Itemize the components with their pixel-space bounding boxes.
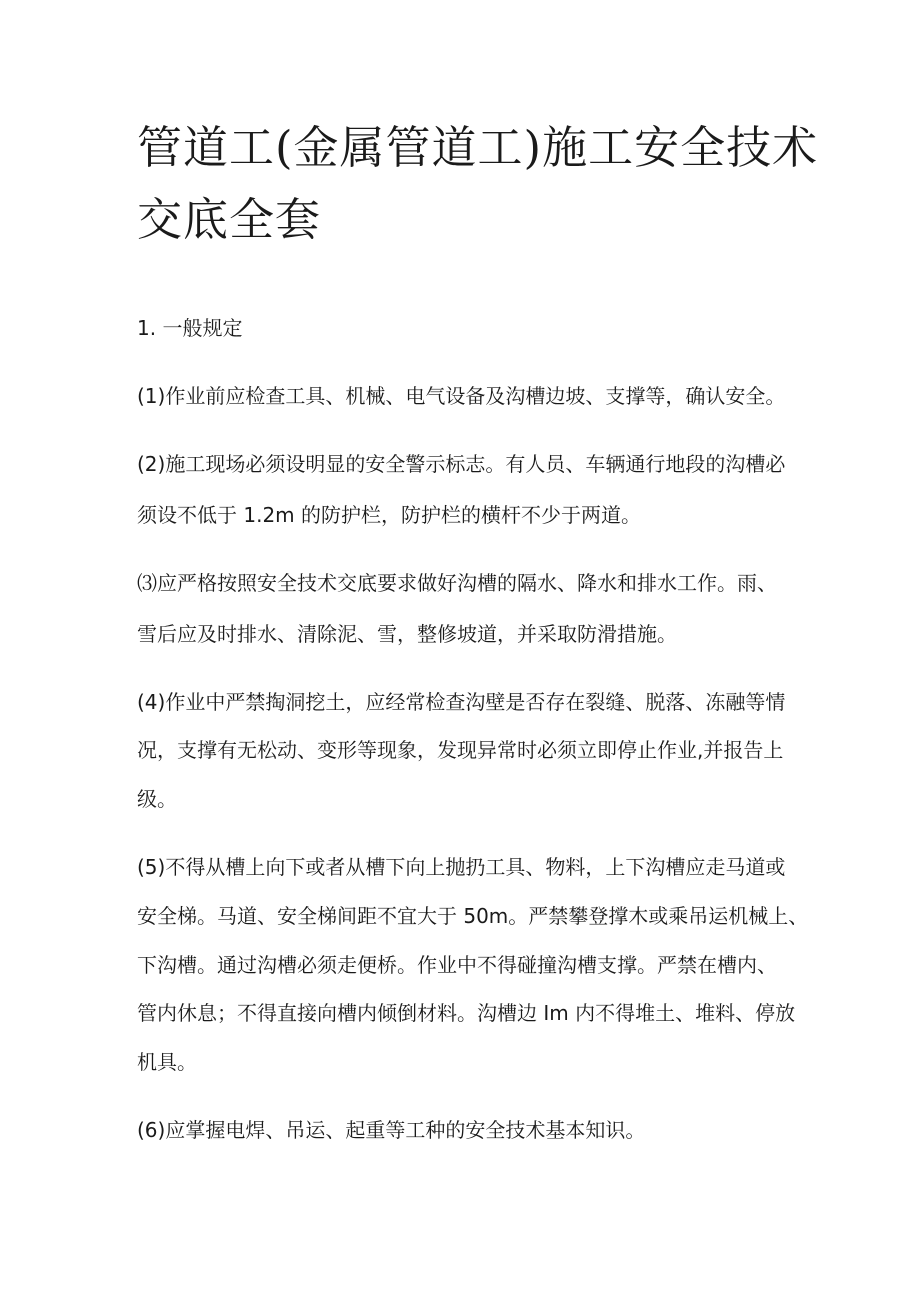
rule-5-line-4: 管内休息；不得直接向槽内倾倒材料。沟槽边 Im 内不得堆土、堆料、停放 — [137, 1001, 796, 1025]
rule-5-line-5: 机具。 — [137, 1050, 197, 1074]
title-line-1: 管道工(金属管道工)施工安全技术 — [137, 121, 819, 174]
section-heading: 1. 一般规定 — [137, 316, 243, 340]
rule-4-line-3: 级。 — [137, 787, 177, 811]
rule-3-line-1: ⑶应严格按照安全技术交底要求做好沟槽的隔水、降水和排水工作。雨、 — [137, 571, 777, 595]
rule-1-line-1: (1)作业前应检查工具、机械、电气设备及沟槽边坡、支撑等，确认安全。 — [137, 384, 786, 408]
rule-4-line-1: (4)作业中严禁掏洞挖土，应经常检查沟壁是否存在裂缝、脱落、冻融等情 — [137, 690, 786, 714]
rule-5-line-1: (5)不得从槽上向下或者从槽下向上抛扔工具、物料，上下沟槽应走马道或 — [137, 855, 786, 879]
title-line-2: 交底全套 — [137, 193, 322, 246]
rule-3-line-2: 雪后应及时排水、清除泥、雪，整修坡道，并采取防滑措施。 — [137, 622, 677, 646]
rule-2-line-2: 须设不低于 1.2m 的防护栏，防护栏的横杆不少于两道。 — [137, 503, 642, 527]
rule-5-line-2: 安全梯。马道、安全梯间距不宜大于 50m。严禁攀登撑木或乘吊运机械上、 — [137, 904, 809, 928]
rule-2-line-1: (2)施工现场必须设明显的安全警示标志。有人员、车辆通行地段的沟槽必 — [137, 452, 786, 476]
rule-5-line-3: 下沟槽。通过沟槽必须走便桥。作业中不得碰撞沟槽支撑。严禁在槽内、 — [137, 953, 777, 977]
rule-6-line-1: (6)应掌握电焊、吊运、起重等工种的安全技术基本知识。 — [137, 1118, 646, 1142]
document-title — [137, 112, 837, 256]
rule-4-line-2: 况，支撑有无松动、变形等现象，发现异常时必须立即停止作业,并报告上 — [137, 738, 784, 762]
